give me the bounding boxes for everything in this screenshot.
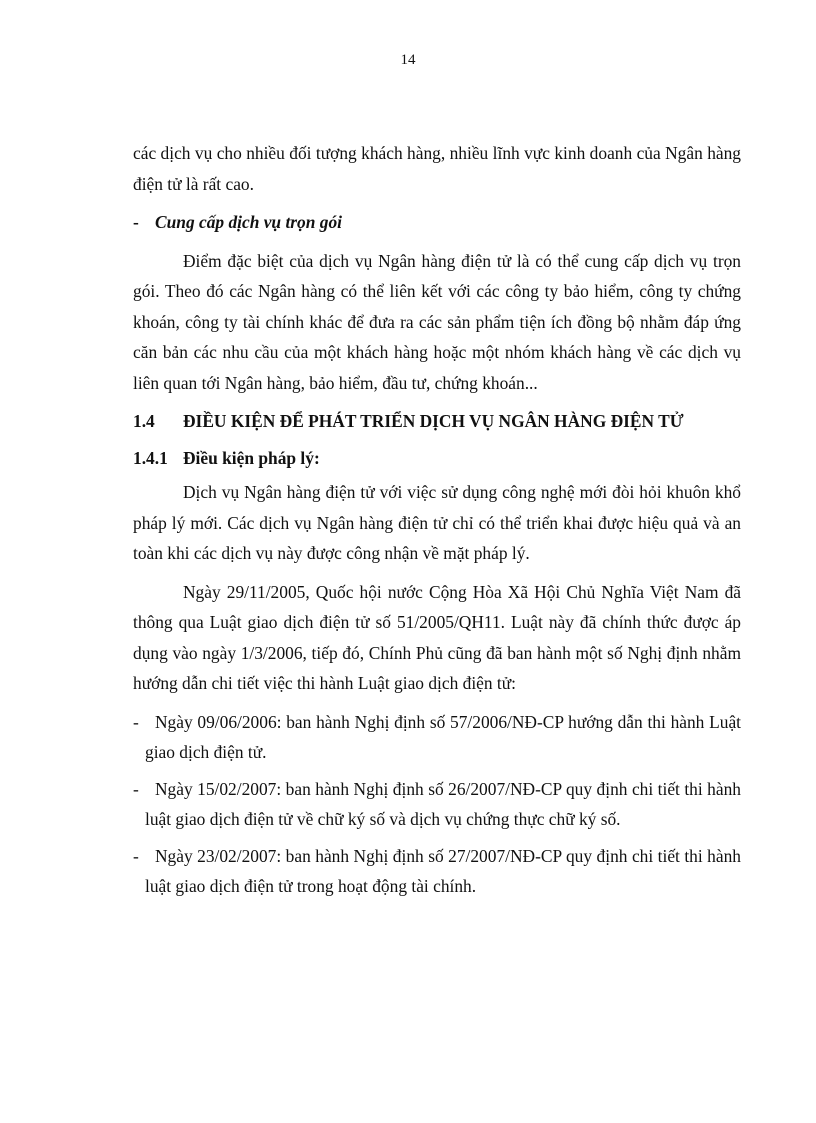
list-dash: - [133,845,139,866]
bullet-heading-text: Cung cấp dịch vụ trọn gói [155,212,342,232]
decree-text: Ngày 15/02/2007: ban hành Nghị định số 26/2007/NĐ-CP quy định chi tiết thi hành luật giao dịch điện tử về chữ ký số và dịch vụ chứng thực chữ ký số. [145,778,741,829]
section-heading [133,406,741,437]
subsection-title: Điều kiện pháp lý: [183,447,320,468]
list-dash: - [133,778,139,799]
decree-list-item [133,841,741,902]
bullet-dash: - [133,212,139,232]
subsection-number: 1.4.1 [133,447,168,468]
bullet-heading [133,207,741,238]
decree-list-item [133,707,741,768]
decree-text: Ngày 09/06/2006: ban hành Nghị định số 57/2006/NĐ-CP hướng dẫn thi hành Luật giao dịch điện tử. [145,711,741,762]
law-paragraph: Ngày 29/11/2005, Quốc hội nước Cộng Hòa Xã Hội Chủ Nghĩa Việt Nam đã thông qua Luật giao dịch điện tử số 51/2005/QH11. Luật này đã chính thức được áp dụng vào ngày 1/3/2006, tiếp đó, Chính Phủ cũng đã ban hành một số Nghị định nhằm hướng dẫn chi tiết việc thi hành Luật giao dịch điện tử: [133,581,741,693]
legal-intro-paragraph: Dịch vụ Ngân hàng điện tử với việc sử dụng công nghệ mới đòi hỏi khuôn khổ pháp lý mới. Các dịch vụ Ngân hàng điện tử chỉ có thể triển khai được hiệu quả và an toàn khi các dịch vụ này được công nhận về mặt pháp lý. [133,482,741,563]
page-content [133,138,741,908]
decree-list-item [133,774,741,835]
list-dash: - [133,711,139,732]
section-number: 1.4 [133,411,155,431]
section-title: ĐIỀU KIỆN ĐỂ PHÁT TRIỂN DỊCH VỤ NGÂN HÀNG ĐIỆN TỬ [183,411,684,431]
intro-paragraph: các dịch vụ cho nhiều đối tượng khách hàng, nhiều lĩnh vực kinh doanh của Ngân hàng điện tử là rất cao. [133,143,741,194]
decree-text: Ngày 23/02/2007: ban hành Nghị định số 27/2007/NĐ-CP quy định chi tiết thi hành luật giao dịch điện tử trong hoạt động tài chính. [145,845,741,896]
page-number: 14 [400,52,416,68]
subsection-heading [133,443,741,474]
package-paragraph: Điểm đặc biệt của dịch vụ Ngân hàng điện tử là có thể cung cấp dịch vụ trọn gói. Theo đó các Ngân hàng có thể liên kết với các công ty bảo hiểm, công ty chứng khoán, công ty tài chính khác để đưa ra các sản phẩm tiện ích đồng bộ nhằm đáp ứng căn bản các nhu cầu của một khách hàng hoặc một nhóm khách hàng về các dịch vụ liên quan tới Ngân hàng, bảo hiểm, đầu tư, chứng khoán... [133,250,741,393]
